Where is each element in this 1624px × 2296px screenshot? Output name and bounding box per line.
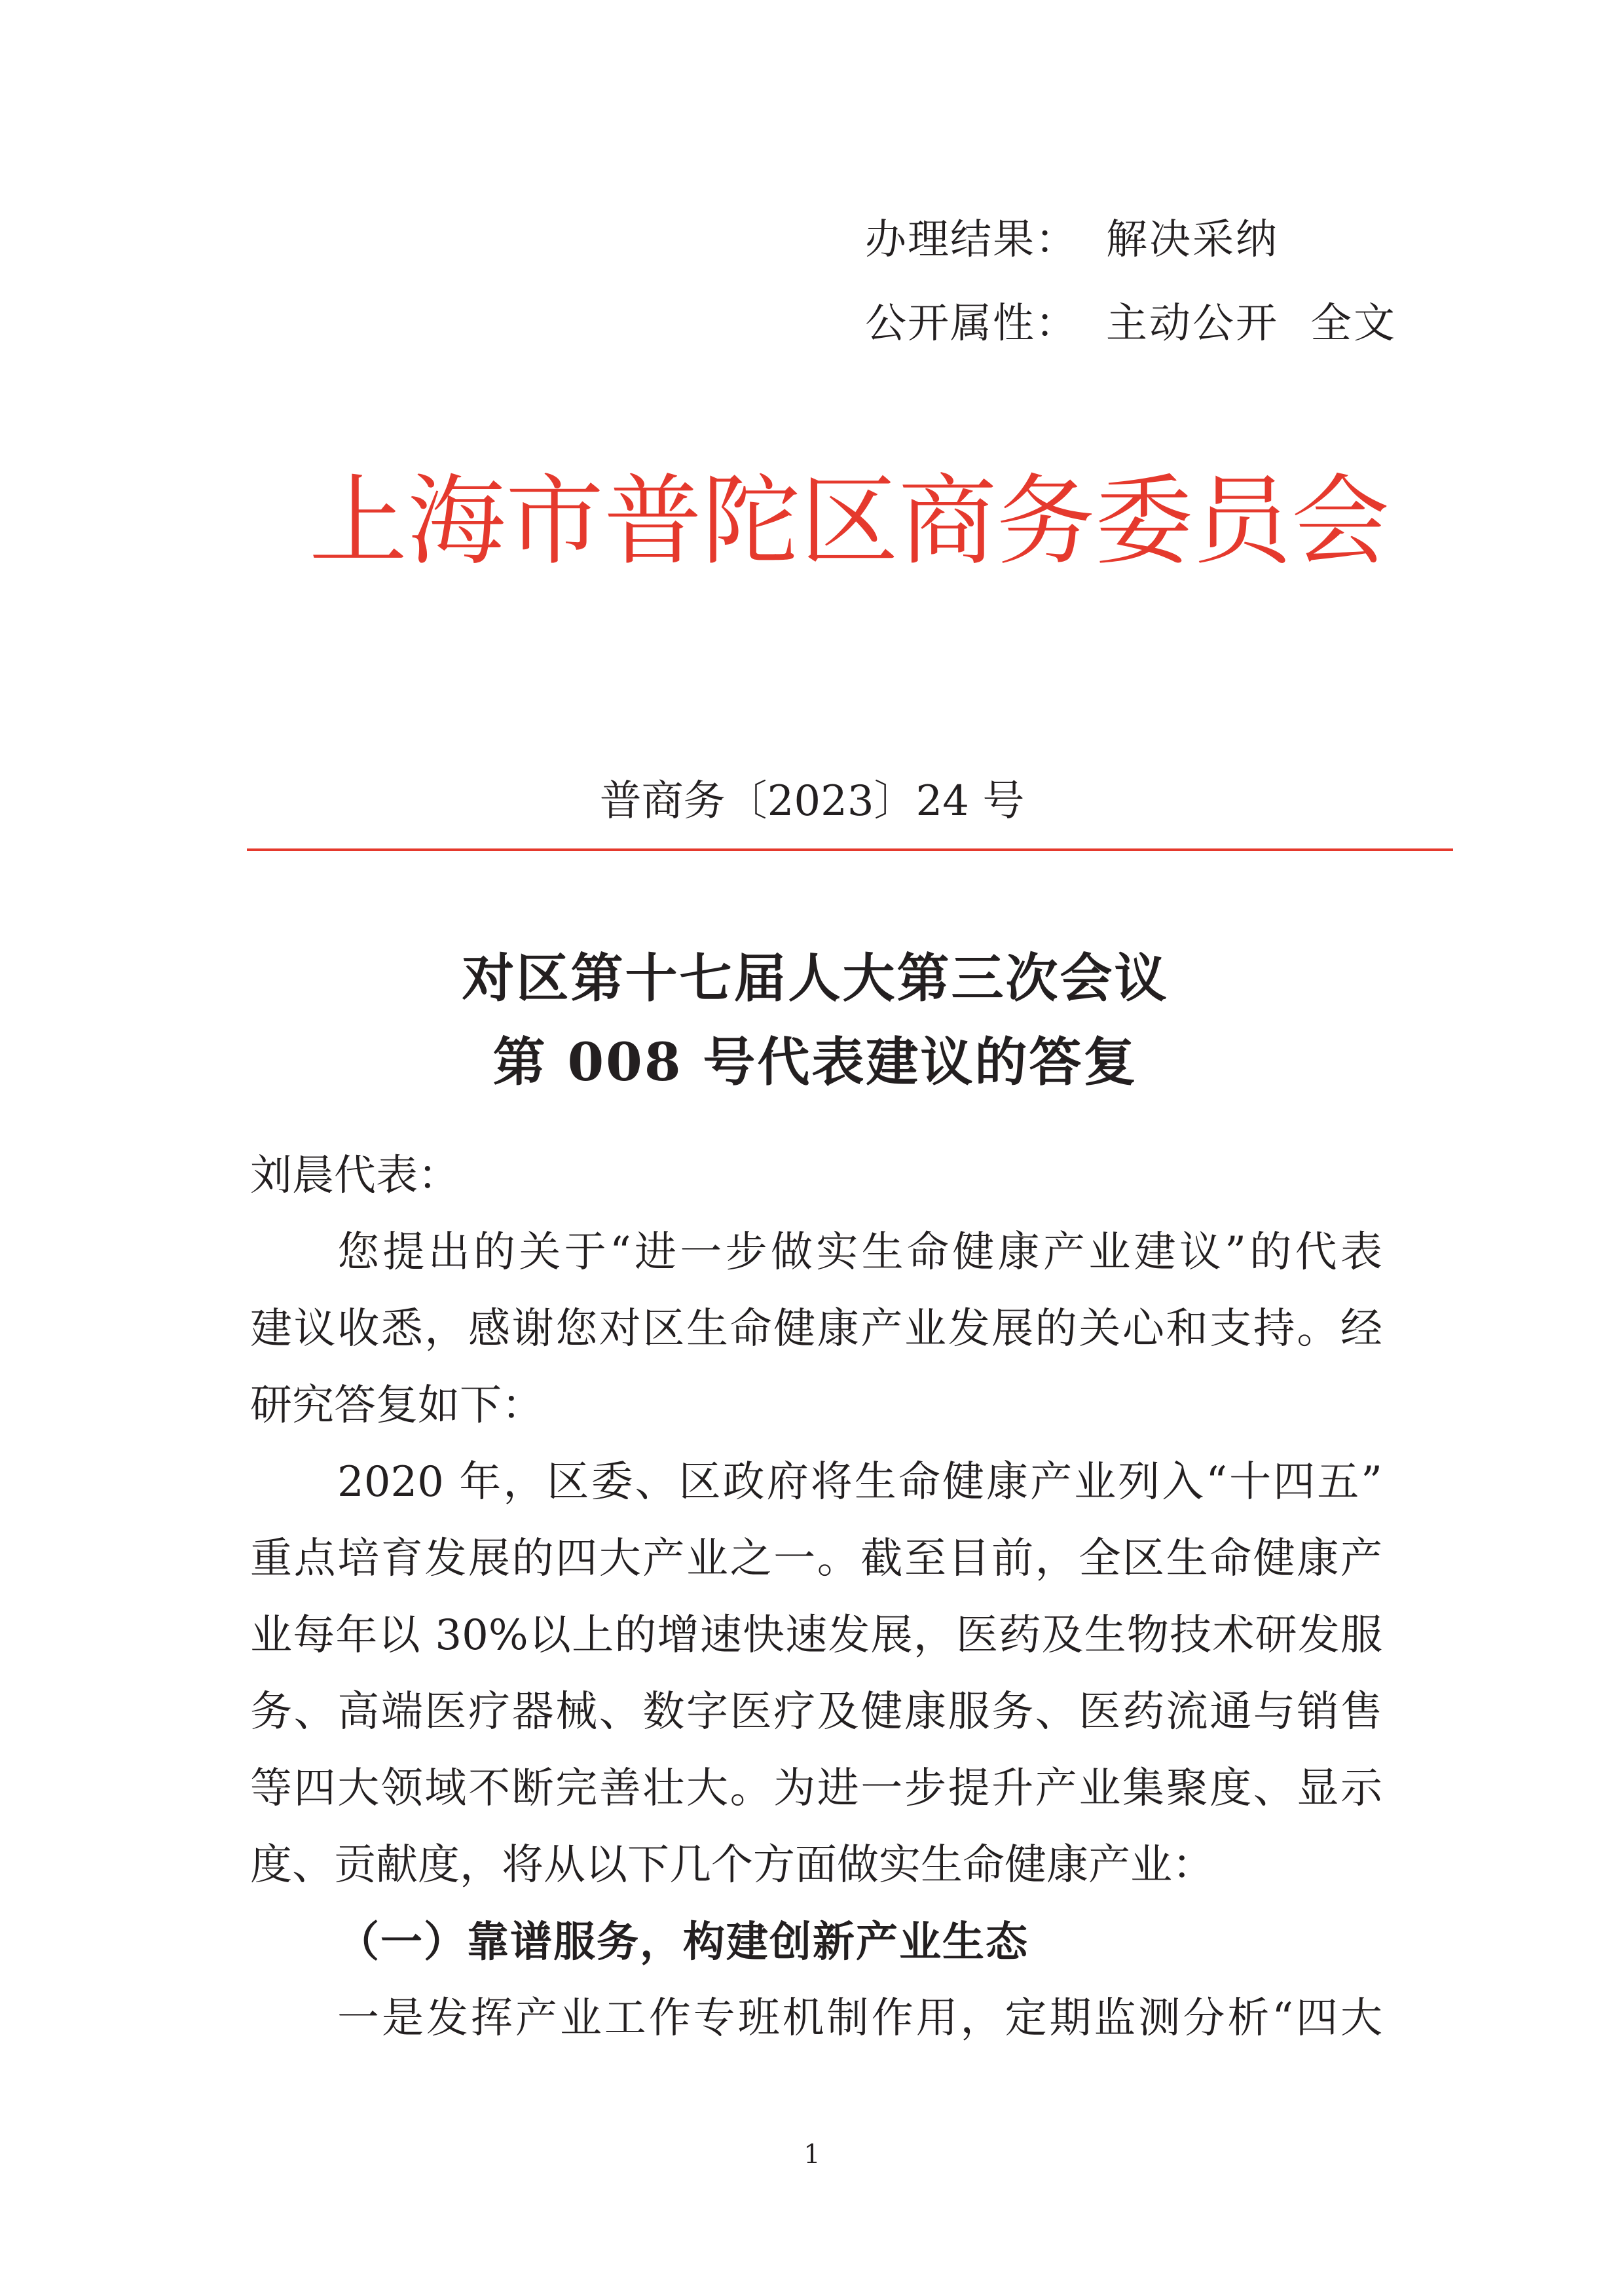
disclosure-value: 主动公开 bbox=[1106, 299, 1279, 347]
disclosure-label: 公开属性： bbox=[865, 299, 1078, 347]
document-number: 普商务〔2023〕24 号 bbox=[599, 777, 1025, 826]
body-line: 建议收悉，感谢您对区生命健康产业发展的关心和支持。经 bbox=[250, 1305, 1382, 1353]
red-separator-rule bbox=[247, 848, 1453, 851]
document-title bbox=[7, 936, 1624, 1104]
processing-metadata bbox=[865, 198, 1520, 365]
body-line: 重点培育发展的四大产业之一。截至目前，全区生命健康产 bbox=[250, 1535, 1382, 1583]
handling-result-label: 办理结果： bbox=[865, 215, 1078, 263]
page-number: 1 bbox=[803, 2140, 821, 2170]
document-body bbox=[250, 1138, 1382, 2057]
body-line: 2020 年，区委、区政府将生命健康产业列入“十四五” bbox=[337, 1458, 1382, 1506]
issuer-heading: 上海市普陀区商务委员会 bbox=[309, 465, 1390, 579]
body-line: 业每年以 30%以上的增速快速发展，医药及生物技术研发服 bbox=[250, 1611, 1382, 1660]
salutation: 刘晨代表： bbox=[250, 1152, 460, 1200]
title-line-1: 对区第十七届人大第三次会议 bbox=[462, 947, 1169, 1009]
body-line: 一是发挥产业工作专班机制作用，定期监测分析“四大 bbox=[337, 1994, 1382, 2043]
body-line: 务、高端医疗器械、数字医疗及健康服务、医药流通与销售 bbox=[250, 1688, 1382, 1736]
handling-result-value: 解决采纳 bbox=[1106, 215, 1279, 263]
section-heading: （一）靠谱服务，构建创新产业生态 bbox=[337, 1918, 1029, 1967]
body-line: 您提出的关于“进一步做实生命健康产业建议”的代表 bbox=[337, 1228, 1382, 1277]
disclosure-scope: 全文 bbox=[1310, 299, 1397, 347]
title-line-2: 第 008 号代表建议的答复 bbox=[492, 1031, 1138, 1093]
handling-result-row bbox=[865, 198, 1520, 282]
body-line: 研究答复如下： bbox=[250, 1381, 544, 1430]
disclosure-row bbox=[865, 282, 1520, 365]
body-line: 度、贡献度，将从以下几个方面做实生命健康产业： bbox=[250, 1841, 1214, 1889]
body-line: 等四大领域不断完善壮大。为进一步提升产业集聚度、显示 bbox=[250, 1764, 1382, 1813]
